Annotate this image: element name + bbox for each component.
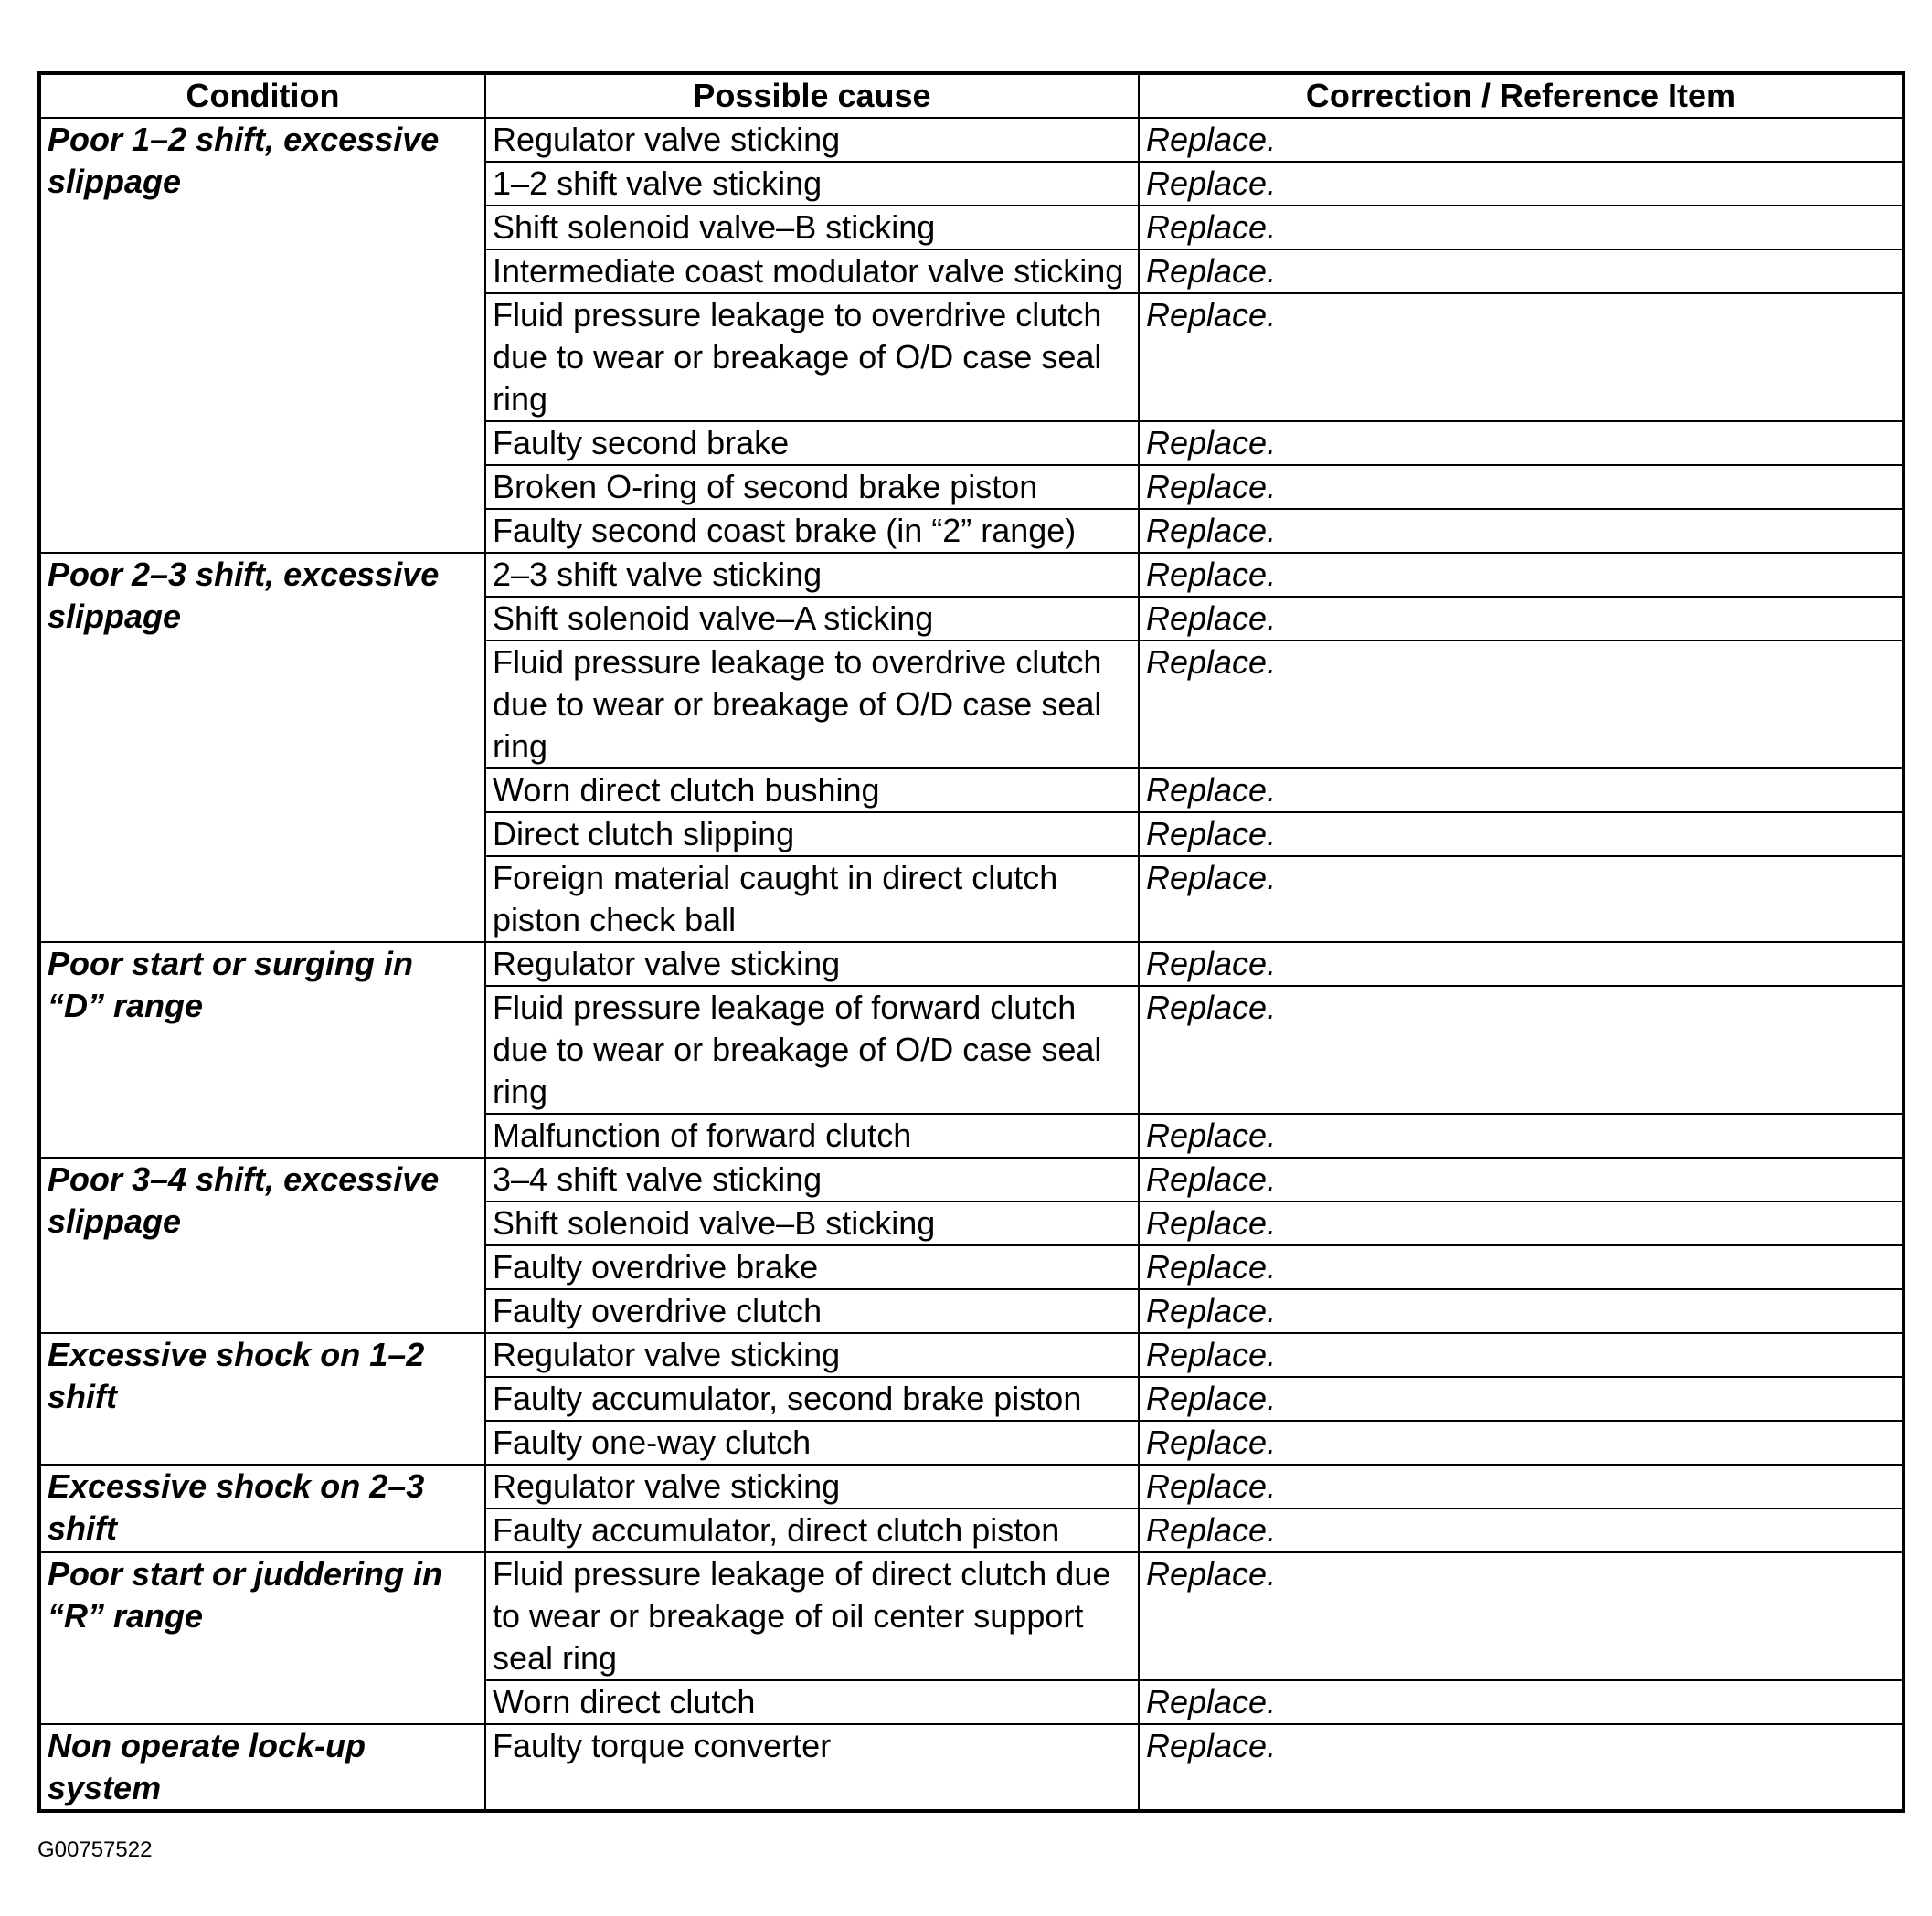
correction-cell: Replace. [1139,465,1904,509]
correction-cell: Replace. [1139,1201,1904,1245]
condition-cell: Poor start or juddering in “R” range [39,1552,485,1724]
possible-cause-cell: Faulty overdrive clutch [485,1289,1139,1333]
correction-cell: Replace. [1139,421,1904,465]
possible-cause-cell: 2–3 shift valve sticking [485,553,1139,597]
possible-cause-cell: Worn direct clutch [485,1680,1139,1724]
header-possible-cause: Possible cause [485,73,1139,118]
possible-cause-cell: Faulty accumulator, second brake piston [485,1377,1139,1421]
correction-cell: Replace. [1139,118,1904,162]
correction-cell: Replace. [1139,597,1904,640]
possible-cause-cell: Shift solenoid valve–A sticking [485,597,1139,640]
header-condition: Condition [39,73,485,118]
possible-cause-cell: Direct clutch slipping [485,812,1139,856]
possible-cause-cell: Fluid pressure leakage of forward clutch due to wear or breakage of O/D case seal ring [485,986,1139,1114]
possible-cause-cell: Regulator valve sticking [485,1333,1139,1377]
condition-cell: Excessive shock on 1–2 shift [39,1333,485,1465]
correction-cell: Replace. [1139,553,1904,597]
correction-cell: Replace. [1139,1245,1904,1289]
table-body [39,118,1904,1811]
possible-cause-cell: Faulty second brake [485,421,1139,465]
correction-cell: Replace. [1139,942,1904,986]
correction-cell: Replace. [1139,1377,1904,1421]
possible-cause-cell: Malfunction of forward clutch [485,1114,1139,1158]
correction-cell: Replace. [1139,1421,1904,1465]
possible-cause-cell: Faulty accumulator, direct clutch piston [485,1508,1139,1552]
correction-cell: Replace. [1139,640,1904,768]
condition-cell: Non operate lock-up system [39,1724,485,1811]
header-correction: Correction / Reference Item [1139,73,1904,118]
correction-cell: Replace. [1139,856,1904,942]
possible-cause-cell: Faulty second coast brake (in “2” range) [485,509,1139,553]
correction-cell: Replace. [1139,812,1904,856]
correction-cell: Replace. [1139,293,1904,421]
possible-cause-cell: Broken O-ring of second brake piston [485,465,1139,509]
correction-cell: Replace. [1139,1552,1904,1680]
condition-cell: Poor 2–3 shift, excessive slippage [39,553,485,942]
correction-cell: Replace. [1139,1333,1904,1377]
condition-cell: Poor 3–4 shift, excessive slippage [39,1158,485,1333]
correction-cell: Replace. [1139,509,1904,553]
possible-cause-cell: Shift solenoid valve–B sticking [485,206,1139,249]
correction-cell: Replace. [1139,1289,1904,1333]
possible-cause-cell: Regulator valve sticking [485,118,1139,162]
possible-cause-cell: 1–2 shift valve sticking [485,162,1139,206]
table-row [39,1465,1904,1508]
possible-cause-cell: Faulty one-way clutch [485,1421,1139,1465]
possible-cause-cell: Fluid pressure leakage to overdrive clutch due to wear or breakage of O/D case seal ring [485,293,1139,421]
possible-cause-cell: Faulty torque converter [485,1724,1139,1811]
table-header [39,73,1904,118]
table-row [39,118,1904,162]
possible-cause-cell: Fluid pressure leakage to overdrive clutch due to wear or breakage of O/D case seal ring [485,640,1139,768]
possible-cause-cell: Intermediate coast modulator valve sticking [485,249,1139,293]
table-row [39,1552,1904,1680]
table-row [39,1158,1904,1201]
table-row [39,1724,1904,1811]
table-row [39,1333,1904,1377]
possible-cause-cell: Shift solenoid valve–B sticking [485,1201,1139,1245]
correction-cell: Replace. [1139,249,1904,293]
figure-id: G00757522 [37,1837,153,1862]
condition-cell: Poor start or surging in “D” range [39,942,485,1158]
possible-cause-cell: Faulty overdrive brake [485,1245,1139,1289]
correction-cell: Replace. [1139,986,1904,1114]
correction-cell: Replace. [1139,1680,1904,1724]
table-row [39,942,1904,986]
possible-cause-cell: 3–4 shift valve sticking [485,1158,1139,1201]
diagnosis-table [37,71,1905,1813]
possible-cause-cell: Regulator valve sticking [485,1465,1139,1508]
correction-cell: Replace. [1139,1158,1904,1201]
condition-cell: Excessive shock on 2–3 shift [39,1465,485,1552]
possible-cause-cell: Regulator valve sticking [485,942,1139,986]
possible-cause-cell: Worn direct clutch bushing [485,768,1139,812]
correction-cell: Replace. [1139,1724,1904,1811]
correction-cell: Replace. [1139,162,1904,206]
header-row [39,73,1904,118]
condition-cell: Poor 1–2 shift, excessive slippage [39,118,485,553]
correction-cell: Replace. [1139,1114,1904,1158]
correction-cell: Replace. [1139,1465,1904,1508]
table-row [39,553,1904,597]
possible-cause-cell: Foreign material caught in direct clutch piston check ball [485,856,1139,942]
correction-cell: Replace. [1139,1508,1904,1552]
correction-cell: Replace. [1139,768,1904,812]
possible-cause-cell: Fluid pressure leakage of direct clutch due to wear or breakage of oil center support seal ring [485,1552,1139,1680]
correction-cell: Replace. [1139,206,1904,249]
